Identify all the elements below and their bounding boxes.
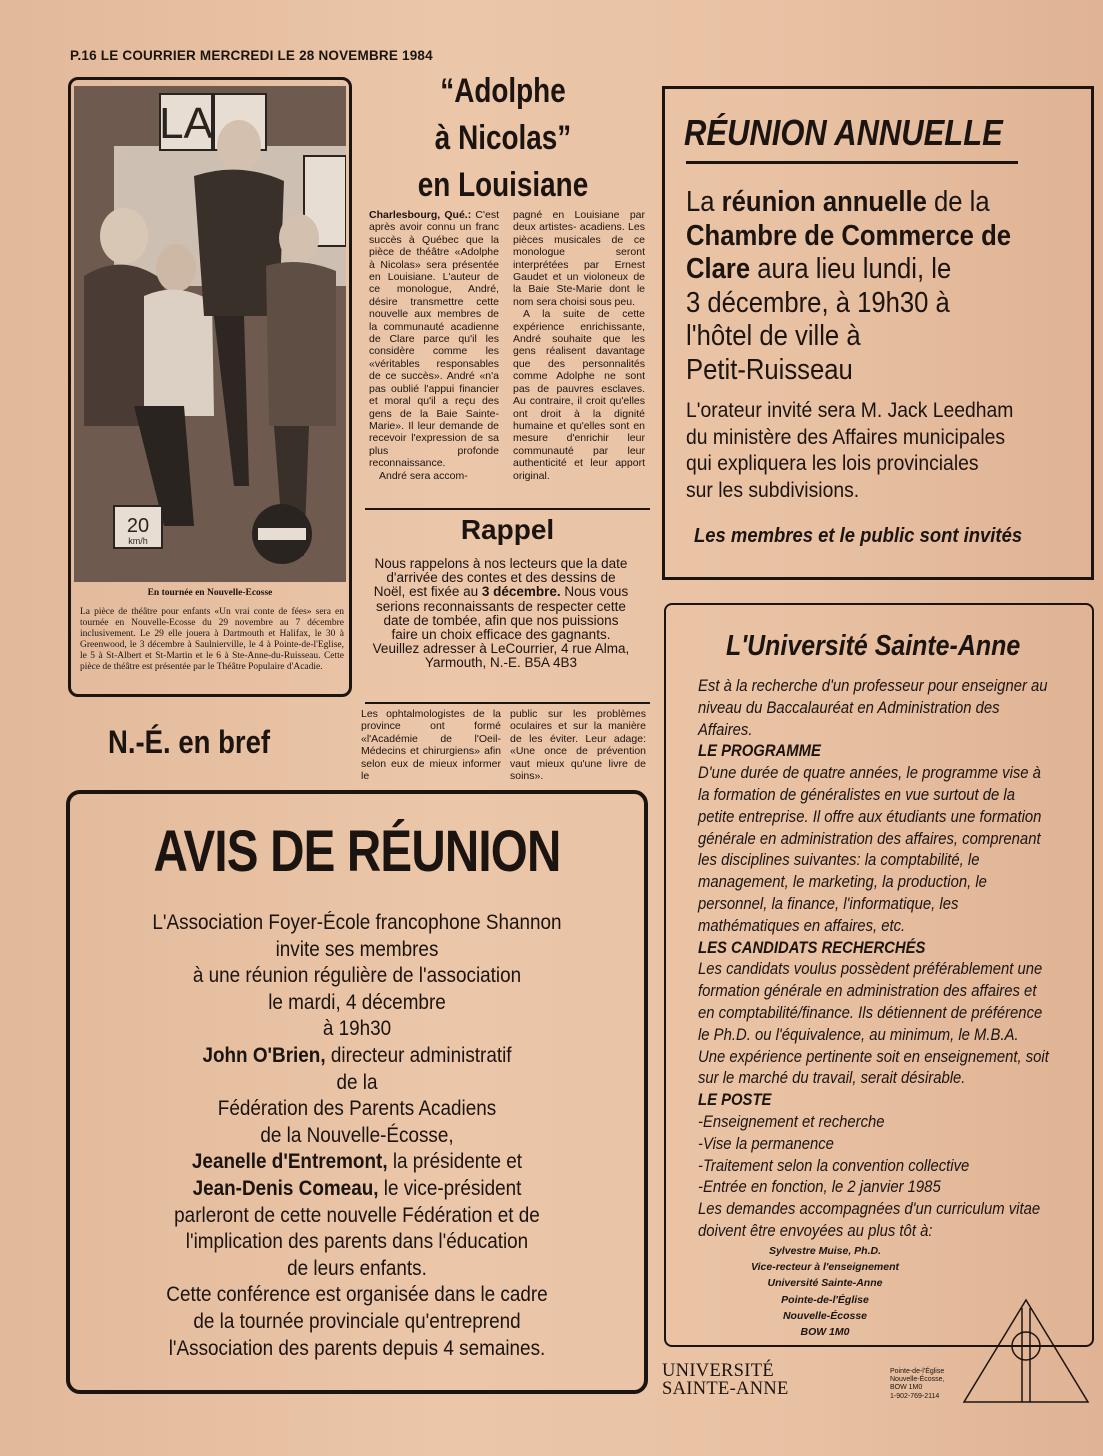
reunion-bold: réunion annuelle — [721, 186, 927, 218]
page-header: P.16 LE COURRIER MERCREDI LE 28 NOVEMBRE 1984 — [70, 48, 433, 63]
universite-programme: D'une durée de quatre années, le programme vise à la formation de généralistes en vue surtout de la petite entreprise. Il offre aux étudiants une formation générale en administration des affaires, comprenant les disciplines suivantes: la comptabilité, le management, le marketing, la production, le personnel, la finance, l'informatique, les mathématiques en affaires, etc. — [698, 764, 1042, 935]
photo-sign-speed-unit: km/h — [128, 536, 148, 546]
avis-line: Cette conférence est organisée dans le cadre — [166, 1283, 548, 1307]
avis-line — [126, 1043, 589, 1070]
avis-line: l'implication des parents dans l'éducation — [185, 1230, 529, 1254]
rappel-text-a: Nous rappelons à nos lecteurs que la date d'arrivée des contes et des dessins de Noël, est fixée au — [373, 556, 628, 600]
universite-poste-item: -Vise la permanence — [698, 1134, 834, 1153]
avis-line: de la Nouvelle-Écosse, — [260, 1123, 454, 1147]
avis-line: à une réunion régulière de l'association — [192, 964, 522, 988]
adolphe-col2b: A la suite de cette expérience enrichissante, André souhaite que les gens réalisent davantage que des personnalités comme Adolphe ne sont pas de pauvres esclaves. Au contraire, il croit qu'elles ont droit à la dignité humaine et qu'elles sont en mesure d'enrichir leur communauté par leur authenticité et leur apport original. — [513, 308, 645, 482]
reunion-invitation: Les membres et le public sont invités — [694, 524, 1023, 547]
adolphe-col1-end: André sera accom- — [379, 469, 468, 482]
reunion-orateur-line: L'orateur invité sera M. Jack Leedham — [686, 398, 1014, 422]
avis-line — [126, 1176, 589, 1203]
signature-line: BOW 1M0 — [800, 1326, 850, 1339]
avis-line-rest: la présidente et — [387, 1150, 523, 1174]
reunion-title-rule — [686, 161, 1018, 164]
reunion-bold: Chambre de Commerce de — [686, 219, 1012, 252]
universite-poste-item: -Entrée en fonction, le 2 janvier 1985 — [698, 1178, 941, 1197]
signature-line: Pointe-de-l'Église — [781, 1293, 869, 1306]
universite-poste-item: -Enseignement et recherche — [698, 1112, 885, 1131]
universite-demandes: Les demandes accompagnées d'un curriculum vitae doivent être envoyées au plus tôt à: — [698, 1200, 1041, 1240]
adolphe-dateline: Charlesbourg, Qué.: — [369, 209, 472, 221]
universite-heading-poste: LE POSTE — [698, 1091, 772, 1110]
reunion-orateur-line: du ministère des Affaires municipales — [686, 424, 1006, 449]
adolphe-col1-text: C'est après avoir connu un franc succès à Québec que la pièce de théâtre «Adolphe à Nicolas» sera présentée en Louisiane. L'auteur de ce monologue, André, désire transmettre cette nouvelle aux membres de la communauté acadienne de Clare parce qu'il les considère comme les «véritables responsables de ce succès». André «n'a pas oublié l'appui financier et moral qu'il a reçu des gens de la Baie Sainte-Marie». Il leur demande de recevoir l'expression de sa plus profonde reconnaissance. — [369, 209, 499, 470]
address-line: 1-902-769-2114 — [890, 1392, 940, 1400]
universite-logo-text — [662, 1362, 789, 1398]
avis-body — [126, 910, 589, 1362]
reunion-line: Petit-Ruisseau — [686, 353, 853, 386]
rappel-divider — [365, 508, 650, 510]
address-line: Pointe-de-l'Église — [890, 1368, 945, 1375]
adolphe-column-2 — [513, 209, 645, 482]
adolphe-title-line-3: en Louisiane — [417, 166, 589, 204]
reunion-body — [686, 186, 1046, 388]
avis-name: John O'Brien, — [202, 1043, 326, 1067]
universite-candidats: Les candidats voulus possèdent préférablement une formation générale en administration des affaires et en comptabilité/finance. Ils détiennent de préférence le Ph.D. ou l'équivalence, au minimum, le M.B.A. Une expérience pertinente soit en enseignement, soit sur le marché du travail, serait désirable. — [698, 960, 1049, 1088]
universite-poste-item: -Traitement selon la convention collective — [698, 1156, 970, 1175]
reunion-line: 3 décembre, à 19h30 à — [686, 286, 950, 319]
universite-intro: Est à la recherche d'un professeur pour enseigner au niveau du Baccalauréat en Administration des Affaires. — [698, 677, 1048, 739]
reunion-text: aura lieu lundi, le — [750, 253, 952, 286]
adolphe-column-1 — [369, 209, 499, 482]
universite-heading-programme: LE PROGRAMME — [698, 742, 821, 761]
logo-line: SAINTE-ANNE — [662, 1379, 789, 1399]
address-line: BOW 1M0 — [890, 1384, 923, 1392]
avis-line: l'Association des parents depuis 4 semaines. — [168, 1336, 546, 1360]
avis-name: Jeanelle d'Entremont, — [191, 1150, 388, 1174]
avis-line-rest: le vice-président — [378, 1176, 522, 1200]
universite-address — [890, 1368, 944, 1401]
avis-line: le mardi, 4 décembre — [268, 990, 446, 1014]
avis-line — [126, 1149, 589, 1176]
avis-line-rest: directeur administratif — [325, 1043, 512, 1067]
avis-line: à 19h30 — [322, 1017, 392, 1041]
adolphe-article-title — [392, 68, 613, 209]
signature-line: Vice-recteur à l'enseignement — [751, 1261, 899, 1274]
signature-line: Nouvelle-Écosse — [782, 1309, 868, 1322]
adolphe-title-line-2: à Nicolas” — [434, 119, 572, 157]
photo-sign-speed: 20 — [126, 515, 150, 537]
reunion-text: de la — [926, 186, 990, 218]
universite-triangle-logo-icon — [962, 1298, 1090, 1406]
reunion-line — [686, 186, 1046, 220]
bref-divider — [365, 702, 650, 704]
rappel-date: 3 décembre. — [481, 584, 561, 600]
bref-column-2: public sur les problèmes oculaires et sur la manière de les éviter. Leur adage: «Une once de prévention vaut mieux qu'une livre de soins». — [510, 708, 646, 783]
universite-heading-candidats: LES CANDIDATS RECHERCHÉS — [698, 938, 926, 957]
rappel-text — [372, 557, 630, 671]
rappel-text-b: Nous vous serions reconnaissants de respecter cette date de tombée, afin que nos puissions faire un choix efficace des gagnants. Veuillez adresser à LeCourrier, 4 rue Alma, Yarmouth, N.-E. B5A 4B3 — [372, 584, 630, 671]
avis-name: Jean-Denis Comeau, — [192, 1176, 379, 1200]
rappel-title: Rappel — [460, 514, 555, 545]
reunion-orateur-line: qui expliquera les lois provinciales — [686, 451, 979, 476]
reunion-orateur — [686, 397, 1064, 503]
signature-line: Sylvestre Muise, Ph.D. — [768, 1245, 882, 1257]
photo-sign-l: LA — [159, 99, 213, 148]
reunion-bold: Clare — [686, 253, 751, 286]
reunion-line — [686, 220, 1046, 254]
avis-line: L'Association Foyer-École francophone Shannon — [152, 911, 562, 934]
logo-line: UNIVERSITÉ — [662, 1361, 774, 1381]
avis-line: Fédération des Parents Acadiens — [217, 1097, 497, 1121]
signature-line: Université Sainte-Anne — [767, 1277, 883, 1290]
avis-line: de leurs enfants. — [287, 1256, 427, 1280]
reunion-title: RÉUNION ANNUELLE — [684, 112, 1003, 153]
reunion-line: l'hôtel de ville à — [686, 320, 861, 353]
reunion-orateur-line: sur les subdivisions. — [686, 477, 860, 502]
adolphe-col2a: pagné en Louisiane par deux artistes- acadiens. Les pièces musicales de ce monologue seront interprétées par Ernest Gaudet et un violoneux de la Baie Ste-Marie dont le nom sera choisi sous peu. — [513, 209, 645, 308]
avis-line: de la — [336, 1070, 378, 1094]
photo-caption-text: La pièce de théâtre pour enfants «Un vrai conte de fées» sera en tournée en Nouvelle-Ecosse du 29 novembre au 7 décembre inclusivement. Le 29 elle jouera à Dartmouth et Halifax, le 30 à Greenwood, le 3 décembre à Saulnierville, le 4 à Pointe-de-l'Eglise, le 5 à St-Albert et St-Martin et le 6 à Ste-Anne-du-Ruisseau. Cette pièce de théâtre est présentée par le Théâtre Populaire d'Acadie. — [80, 607, 344, 672]
avis-title: AVIS DE RÉUNION — [153, 819, 561, 884]
bref-column-1: Les ophtalmologistes de la province ont formé «l'Académie de l'Oeil-Médecins et chirurgiens» afin selon eux de mieux informer le — [361, 708, 501, 783]
universite-signature — [740, 1243, 910, 1340]
photo-caption-title: En tournée en Nouvelle-Ecosse — [147, 588, 273, 598]
reunion-text: La — [686, 186, 722, 218]
reunion-line — [686, 253, 1046, 287]
universite-title: L'Université Sainte-Anne — [726, 630, 1021, 662]
avis-line: de la tournée provinciale qu'entreprend — [193, 1309, 521, 1333]
theatre-photo-image — [74, 86, 346, 582]
adolphe-title-line-1: “Adolphe — [440, 72, 566, 110]
avis-line: invite ses membres — [275, 937, 439, 961]
address-line: Nouvelle-Écosse, — [890, 1376, 945, 1384]
bref-title: N.-É. en bref — [108, 724, 271, 760]
theatre-photo — [74, 86, 346, 582]
universite-body — [698, 676, 1049, 1243]
avis-line: parleront de cette nouvelle Fédération et de — [174, 1203, 540, 1227]
